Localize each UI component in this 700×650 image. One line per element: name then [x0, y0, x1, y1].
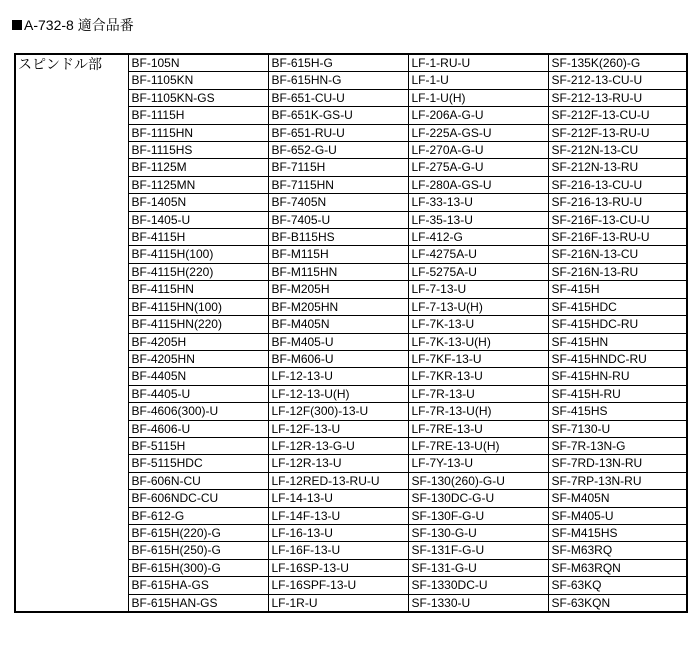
part-number-cell: BF-M405-U [268, 333, 408, 350]
part-number-cell: BF-1125M [128, 159, 268, 176]
part-number-cell: LF-12R-13-G-U [268, 437, 408, 454]
table-row [15, 54, 687, 72]
part-number-cell: BF-1405N [128, 194, 268, 211]
part-number-cell: BF-4205HN [128, 350, 268, 367]
part-number-cell: LF-35-13-U [408, 211, 548, 228]
part-number-cell: SF-131F-G-U [408, 542, 548, 559]
part-number-cell: SF-1330-U [408, 594, 548, 612]
part-number-cell: LF-1R-U [268, 594, 408, 612]
part-number-cell: SF-212-13-CU-U [548, 72, 687, 89]
part-number-cell: LF-1-U [408, 72, 548, 89]
part-number-cell: BF-M606-U [268, 350, 408, 367]
part-number-cell: SF-415HDC [548, 298, 687, 315]
part-number-cell: SF-415HNDC-RU [548, 350, 687, 367]
part-number-cell: BF-7405N [268, 194, 408, 211]
part-number-cell: SF-212F-13-CU-U [548, 107, 687, 124]
part-number-cell: SF-135K(260)-G [548, 54, 687, 72]
part-number-cell: LF-275A-G-U [408, 159, 548, 176]
part-number-cell: BF-4405-U [128, 385, 268, 402]
part-number-cell: BF-652-G-U [268, 142, 408, 159]
part-number-cell: BF-1115HN [128, 124, 268, 141]
part-number-cell: LF-7Y-13-U [408, 455, 548, 472]
part-number-cell: BF-4115HN [128, 281, 268, 298]
part-number-cell: SF-415HN-RU [548, 368, 687, 385]
part-number-cell: BF-615H(250)-G [128, 542, 268, 559]
part-number-cell: LF-1-U(H) [408, 89, 548, 106]
part-number-cell: SF-216F-13-CU-U [548, 211, 687, 228]
page-title [12, 13, 134, 37]
part-number-cell: BF-615H-G [268, 54, 408, 72]
part-number-cell: LF-225A-GS-U [408, 124, 548, 141]
part-number-cell: BF-1115H [128, 107, 268, 124]
part-number-cell: LF-7K-13-U [408, 316, 548, 333]
part-number-cell: LF-16SPF-13-U [268, 577, 408, 594]
part-number-cell: LF-12RED-13-RU-U [268, 472, 408, 489]
part-number-cell: BF-615H(300)-G [128, 559, 268, 576]
part-number-cell: BF-1405-U [128, 211, 268, 228]
part-number-cell: LF-16F-13-U [268, 542, 408, 559]
part-number-cell: SF-130-G-U [408, 524, 548, 541]
part-number-cell: BF-4115H [128, 229, 268, 246]
part-number-cell: SF-1330DC-U [408, 577, 548, 594]
part-number-cell: SF-212-13-RU-U [548, 89, 687, 106]
part-number-cell: SF-7130-U [548, 420, 687, 437]
part-number-cell: LF-412-G [408, 229, 548, 246]
part-number-cell: BF-B115HS [268, 229, 408, 246]
part-number-cell: BF-4606(300)-U [128, 403, 268, 420]
part-number-cell: BF-M205HN [268, 298, 408, 315]
part-number-cell: LF-1-RU-U [408, 54, 548, 72]
part-number-cell: BF-M205H [268, 281, 408, 298]
part-number-cell: SF-212N-13-CU [548, 142, 687, 159]
compatible-parts-table [14, 53, 688, 613]
part-number-cell: BF-4115H(100) [128, 246, 268, 263]
part-number-cell: SF-63KQ [548, 577, 687, 594]
part-number-cell: BF-4405N [128, 368, 268, 385]
part-number-cell: SF-415H-RU [548, 385, 687, 402]
part-number-cell: SF-M405-U [548, 507, 687, 524]
part-number-cell: SF-415HS [548, 403, 687, 420]
part-number-cell: BF-651-RU-U [268, 124, 408, 141]
part-number-cell: BF-4205H [128, 333, 268, 350]
part-number-cell: BF-606N-CU [128, 472, 268, 489]
part-number-cell: SF-216N-13-RU [548, 263, 687, 280]
part-number-cell: BF-M115H [268, 246, 408, 263]
part-number-cell: SF-415HDC-RU [548, 316, 687, 333]
part-number-cell: LF-7KR-13-U [408, 368, 548, 385]
page-title-text: A-732-8 適合品番 [24, 17, 134, 33]
part-number-cell: LF-4275A-U [408, 246, 548, 263]
part-number-cell: LF-12-13-U(H) [268, 385, 408, 402]
part-number-cell: BF-7405-U [268, 211, 408, 228]
part-number-cell: LF-7K-13-U(H) [408, 333, 548, 350]
part-number-cell: LF-16SP-13-U [268, 559, 408, 576]
part-number-cell: SF-415H [548, 281, 687, 298]
part-number-cell: BF-7115H [268, 159, 408, 176]
part-number-cell: BF-4606-U [128, 420, 268, 437]
part-number-cell: LF-12F(300)-13-U [268, 403, 408, 420]
part-number-cell: LF-14-13-U [268, 490, 408, 507]
parts-table-body [15, 54, 687, 612]
part-number-cell: LF-7R-13-U [408, 385, 548, 402]
part-number-cell: BF-1115HS [128, 142, 268, 159]
part-number-cell: BF-606NDC-CU [128, 490, 268, 507]
part-number-cell: SF-130F-G-U [408, 507, 548, 524]
part-number-cell: SF-216N-13-CU [548, 246, 687, 263]
part-number-cell: SF-130DC-G-U [408, 490, 548, 507]
part-number-cell: BF-M115HN [268, 263, 408, 280]
part-number-cell: LF-5275A-U [408, 263, 548, 280]
part-number-cell: SF-M415HS [548, 524, 687, 541]
part-number-cell: BF-615H(220)-G [128, 524, 268, 541]
part-number-cell: LF-33-13-U [408, 194, 548, 211]
part-number-cell: LF-7RE-13-U [408, 420, 548, 437]
part-number-cell: LF-14F-13-U [268, 507, 408, 524]
part-number-cell: SF-63KQN [548, 594, 687, 612]
part-number-cell: LF-7KF-13-U [408, 350, 548, 367]
part-number-cell: SF-M63RQ [548, 542, 687, 559]
part-number-cell: BF-7115HN [268, 176, 408, 193]
part-number-cell: BF-4115HN(220) [128, 316, 268, 333]
square-bullet-icon [12, 20, 22, 30]
part-number-cell: LF-16-13-U [268, 524, 408, 541]
part-number-cell: BF-4115H(220) [128, 263, 268, 280]
part-number-cell: BF-M405N [268, 316, 408, 333]
part-number-cell: LF-12R-13-U [268, 455, 408, 472]
part-number-cell: SF-M63RQN [548, 559, 687, 576]
part-number-cell: BF-5115HDC [128, 455, 268, 472]
part-number-cell: SF-212N-13-RU [548, 159, 687, 176]
part-number-cell: LF-12-13-U [268, 368, 408, 385]
category-cell: スピンドル部 [15, 54, 128, 612]
part-number-cell: LF-12F-13-U [268, 420, 408, 437]
part-number-cell: BF-1125MN [128, 176, 268, 193]
part-number-cell: SF-216-13-RU-U [548, 194, 687, 211]
part-number-cell: BF-651-CU-U [268, 89, 408, 106]
part-number-cell: BF-615HN-G [268, 72, 408, 89]
part-number-cell: BF-4115HN(100) [128, 298, 268, 315]
part-number-cell: BF-615HA-GS [128, 577, 268, 594]
part-number-cell: BF-612-G [128, 507, 268, 524]
part-number-cell: SF-216F-13-RU-U [548, 229, 687, 246]
part-number-cell: SF-216-13-CU-U [548, 176, 687, 193]
part-number-cell: LF-280A-GS-U [408, 176, 548, 193]
part-number-cell: BF-1105KN-GS [128, 89, 268, 106]
part-number-cell: BF-615HAN-GS [128, 594, 268, 612]
part-number-cell: SF-130(260)-G-U [408, 472, 548, 489]
part-number-cell: SF-7R-13N-G [548, 437, 687, 454]
part-number-cell: LF-7-13-U(H) [408, 298, 548, 315]
part-number-cell: SF-7RD-13N-RU [548, 455, 687, 472]
part-number-cell: BF-651K-GS-U [268, 107, 408, 124]
part-number-cell: SF-7RP-13N-RU [548, 472, 687, 489]
part-number-cell: BF-1105KN [128, 72, 268, 89]
part-number-cell: SF-131-G-U [408, 559, 548, 576]
part-number-cell: LF-270A-G-U [408, 142, 548, 159]
part-number-cell: SF-212F-13-RU-U [548, 124, 687, 141]
part-number-cell: LF-7-13-U [408, 281, 548, 298]
part-number-cell: BF-5115H [128, 437, 268, 454]
part-number-cell: SF-M405N [548, 490, 687, 507]
part-number-cell: SF-415HN [548, 333, 687, 350]
part-number-cell: BF-105N [128, 54, 268, 72]
part-number-cell: LF-7RE-13-U(H) [408, 437, 548, 454]
part-number-cell: LF-7R-13-U(H) [408, 403, 548, 420]
part-number-cell: LF-206A-G-U [408, 107, 548, 124]
